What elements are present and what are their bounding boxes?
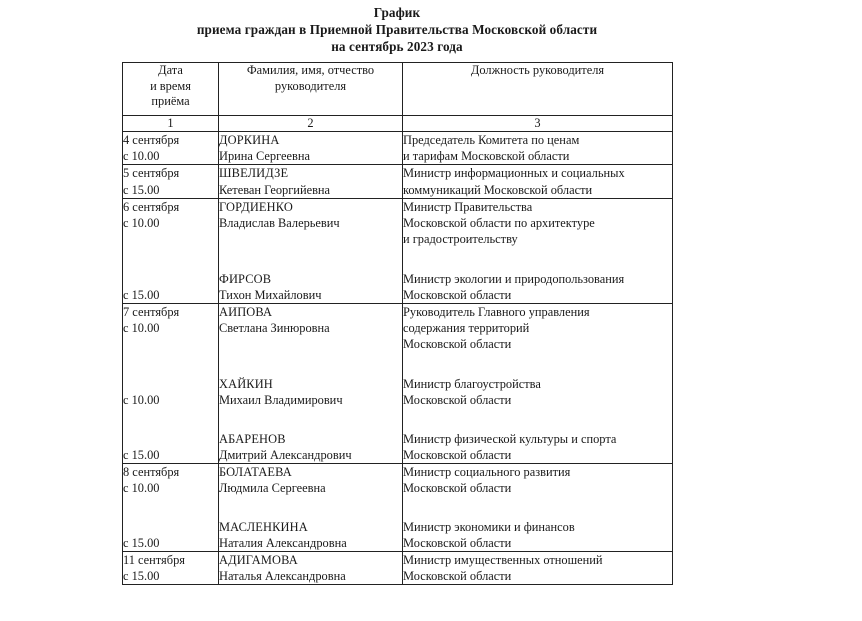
- position-line-1: Министр физической культуры и спорта: [403, 431, 617, 446]
- official-name-entry: [219, 431, 402, 463]
- official-surname: ДОРКИНА: [219, 133, 280, 147]
- official-name-entry: [219, 271, 402, 303]
- official-name-entry: [219, 464, 402, 496]
- official-name-entry: [219, 552, 402, 584]
- official-surname: АБАРЕНОВ: [219, 431, 286, 446]
- official-surname: АИПОВА: [219, 304, 273, 319]
- official-given-name: Ирина Сергеевна: [219, 149, 311, 164]
- reception-date: 4 сентября: [123, 133, 180, 147]
- official-surname: МАСЛЕНКИНА: [219, 519, 308, 534]
- cell-position: [403, 551, 673, 584]
- cell-date-time: [123, 132, 219, 165]
- table-body: [123, 132, 673, 585]
- date-time-entry: [123, 376, 218, 408]
- page-title: [122, 4, 672, 55]
- position-line-1: Министр имущественных отношений: [403, 552, 603, 567]
- official-name-entry: [219, 165, 402, 197]
- position-line-2: коммуникаций Московской области: [403, 182, 593, 197]
- cell-fullname: [219, 132, 403, 165]
- official-given-name: Владислав Валерьевич: [219, 216, 340, 231]
- column-header-date-line-3: приёма: [151, 94, 190, 108]
- table-header-row: [123, 63, 673, 116]
- official-name-entry: [219, 132, 402, 164]
- reception-time: с 15.00: [123, 569, 160, 584]
- official-position-entry: [403, 271, 672, 303]
- cell-fullname: [219, 303, 403, 463]
- cell-fullname: [219, 165, 403, 198]
- official-given-name: Людмила Сергеевна: [219, 481, 326, 496]
- position-line-2: Московской области: [403, 569, 512, 584]
- position-line-1: Министр экологии и природопользования: [403, 271, 625, 286]
- cell-position: [403, 198, 673, 303]
- reception-time: с 10.00: [123, 149, 160, 164]
- official-position-entry: [403, 519, 672, 551]
- date-time-entry: [123, 552, 218, 584]
- table-row: [123, 463, 673, 551]
- official-position-entry: [403, 376, 672, 408]
- official-given-name: Наталия Александровна: [219, 536, 347, 551]
- cell-date-time: [123, 165, 219, 198]
- reception-date-spacer: [123, 519, 218, 535]
- official-surname: ШВЕЛИДЗЕ: [219, 166, 289, 181]
- position-line-1: Министр Правительства: [403, 199, 533, 214]
- page-title-line-3: на сентябрь 2023 года: [331, 39, 463, 54]
- column-header-date-line-2: и время: [150, 78, 191, 93]
- cell-fullname: [219, 551, 403, 584]
- date-time-entry: [123, 431, 218, 463]
- reception-date-spacer: [123, 271, 218, 287]
- cell-date-time: [123, 303, 219, 463]
- reception-date: 6 сентября: [123, 199, 180, 214]
- reception-schedule-table: [122, 62, 673, 585]
- cell-fullname: [219, 198, 403, 303]
- reception-time: с 10.00: [123, 393, 160, 408]
- cell-date-time: [123, 551, 219, 584]
- position-line-2: Московской области: [403, 536, 512, 551]
- position-line-1: Руководитель Главного управления: [403, 304, 590, 319]
- page-title-line-2: приема граждан в Приемной Правительства Московской области: [196, 22, 598, 37]
- reception-date: 8 сентября: [123, 464, 180, 479]
- reception-date: 7 сентября: [123, 304, 180, 319]
- cell-position: [403, 303, 673, 463]
- official-surname: БОЛАТАЕВА: [219, 464, 292, 479]
- cell-date-time: [123, 463, 219, 551]
- table-header: [123, 63, 673, 132]
- official-name-entry: [219, 199, 402, 248]
- column-header-fullname-line-2: руководителя: [274, 78, 347, 93]
- official-name-entry: [219, 304, 402, 353]
- table-row: [123, 551, 673, 584]
- reception-date-spacer: [123, 431, 218, 447]
- cell-position: [403, 463, 673, 551]
- position-line-1: Министр благоустройства: [403, 376, 541, 391]
- official-name-entry: [219, 519, 402, 551]
- column-number-3: 3: [403, 116, 673, 132]
- column-number-1: 1: [123, 116, 219, 132]
- reception-time: с 10.00: [123, 481, 160, 496]
- date-time-entry: [123, 464, 218, 496]
- cell-date-time: [123, 198, 219, 303]
- position-line-2: Московской области: [403, 481, 512, 496]
- official-given-name: Тихон Михайлович: [219, 288, 322, 303]
- official-position-entry: [403, 199, 672, 248]
- cell-position: [403, 132, 673, 165]
- column-header-position: [403, 63, 673, 116]
- official-given-name: Дмитрий Александрович: [219, 448, 352, 463]
- position-line-3: и градостроительству: [403, 232, 518, 247]
- official-name-entry: [219, 376, 402, 408]
- column-header-date: [123, 63, 219, 116]
- position-line-3: Московской области: [403, 337, 512, 352]
- date-time-entry: [123, 519, 218, 551]
- cell-fullname: [219, 463, 403, 551]
- reception-date: 11 сентября: [123, 552, 185, 567]
- position-line-2: и тарифам Московской области: [403, 149, 570, 164]
- table-row: [123, 132, 673, 165]
- position-line-1: Министр социального развития: [403, 464, 571, 479]
- reception-time: с 10.00: [123, 321, 160, 336]
- official-surname: АДИГАМОВА: [219, 552, 298, 567]
- official-position-entry: [403, 304, 672, 353]
- reception-time: с 10.00: [123, 216, 160, 231]
- reception-date: 5 сентября: [123, 166, 180, 181]
- date-time-entry: [123, 304, 218, 353]
- reception-time: с 15.00: [123, 536, 160, 551]
- position-line-1: Министр информационных и социальных: [403, 166, 625, 181]
- date-time-entry: [123, 271, 218, 303]
- table-row: [123, 165, 673, 198]
- official-surname: ХАЙКИН: [219, 376, 273, 391]
- column-number-2: 2: [219, 116, 403, 132]
- column-header-fullname: [219, 63, 403, 116]
- column-header-fullname-line-1: Фамилия, имя, отчество: [246, 63, 375, 77]
- official-position-entry: [403, 132, 672, 164]
- reception-time: с 15.00: [123, 448, 160, 463]
- position-line-1: Министр экономики и финансов: [403, 519, 575, 534]
- official-position-entry: [403, 431, 672, 463]
- position-line-2: содержания территорий: [403, 321, 530, 336]
- cell-position: [403, 165, 673, 198]
- official-surname: ФИРСОВ: [219, 271, 272, 286]
- date-time-entry: [123, 132, 218, 164]
- position-line-2: Московской области по архитектуре: [403, 216, 595, 231]
- position-line-2: Московской области: [403, 393, 512, 408]
- official-given-name: Кетеван Георгийевна: [219, 182, 331, 197]
- official-position-entry: [403, 165, 672, 197]
- table-row: [123, 303, 673, 463]
- column-header-date-line-1: Дата: [158, 63, 183, 77]
- page-title-line-1: График: [373, 5, 421, 20]
- position-line-2: Московской области: [403, 288, 512, 303]
- position-line-1: Председатель Комитета по ценам: [403, 133, 580, 147]
- reception-time: с 15.00: [123, 182, 160, 197]
- date-time-entry: [123, 199, 218, 248]
- official-position-entry: [403, 552, 672, 584]
- reception-time: с 15.00: [123, 288, 160, 303]
- table-row: [123, 198, 673, 303]
- official-surname: ГОРДИЕНКО: [219, 199, 293, 214]
- official-given-name: Михаил Владимирович: [219, 393, 343, 408]
- column-number-row: [123, 116, 673, 132]
- column-header-position-line-1: Должность руководителя: [470, 63, 605, 77]
- official-given-name: Наталья Александровна: [219, 569, 346, 584]
- official-given-name: Светлана Зинюровна: [219, 321, 330, 336]
- reception-date-spacer: [123, 376, 218, 392]
- official-position-entry: [403, 464, 672, 496]
- date-time-entry: [123, 165, 218, 197]
- position-line-2: Московской области: [403, 448, 512, 463]
